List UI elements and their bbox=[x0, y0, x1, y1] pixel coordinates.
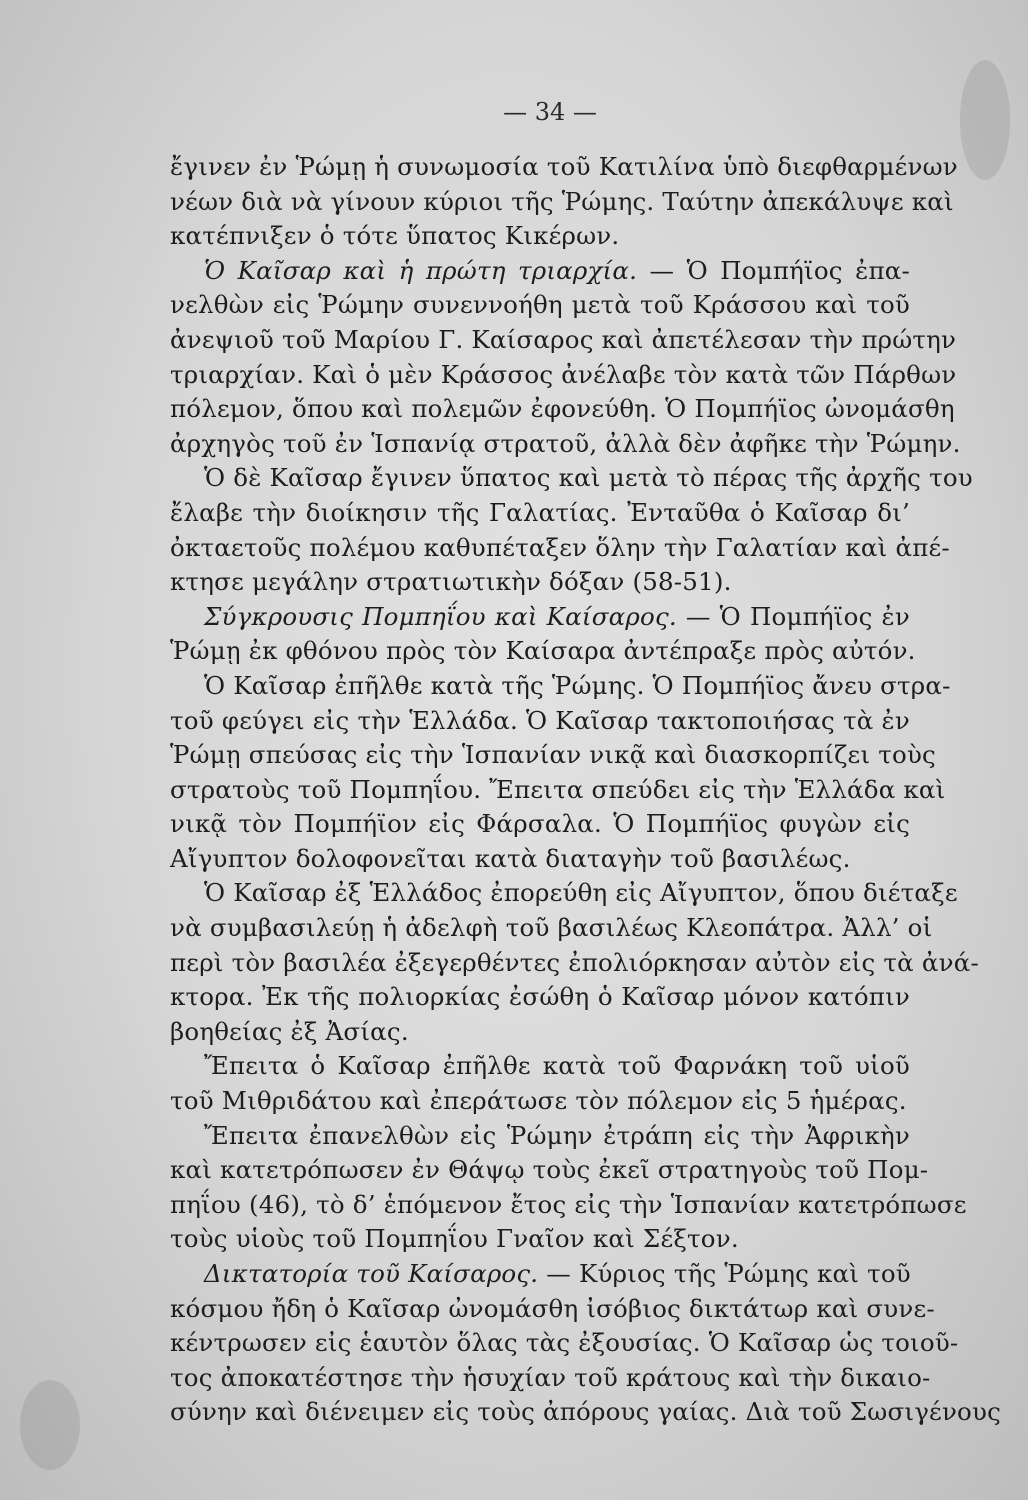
text-run: πόλεμον, ὅπου καὶ πολεμῶν ἐφονεύθη. Ὁ Πομπήϊος ὠνομάσθη bbox=[170, 394, 955, 424]
text-line bbox=[170, 461, 973, 496]
text-line bbox=[170, 323, 957, 358]
text-run: κτορα. Ἐκ τῆς πολιορκίας ἐσώθη ὁ Καῖσαρ μόνον κατόπιν bbox=[170, 982, 910, 1012]
text-run: ἔλαβε τὴν διοίκησιν τῆς Γαλατίας. Ἐνταῦθα ὁ Καῖσαρ δι’ bbox=[170, 497, 910, 527]
text-run: τοῦ φεύγει εἰς τὴν Ἑλλάδα. Ὁ Καῖσαρ τακτοποιήσας τὰ ἐν bbox=[170, 705, 910, 735]
text-run: τριαρχίαν. Καὶ ὁ μὲν Κράσσος ἀνέλαβε τὸν κατὰ τῶν Πάρθων bbox=[170, 359, 957, 389]
text-line bbox=[170, 842, 910, 877]
body-text bbox=[170, 150, 1002, 1430]
text-line bbox=[170, 738, 936, 773]
text-line bbox=[170, 669, 951, 704]
text-run: τοὺς υἱοὺς τοῦ Πομπηΐου Γναῖον καὶ Σέξτον. bbox=[170, 1224, 739, 1254]
text-run: Ὁ Καῖσαρ ἐξ Ἑλλάδος ἐπορεύθη εἰς Αἴγυπτον, ὅπου διέταξε bbox=[204, 878, 958, 908]
text-run: — Κύριος τῆς Ῥώμης καὶ τοῦ bbox=[538, 1259, 911, 1288]
text-run: τος ἀποκατέστησε τὴν ἡσυχίαν τοῦ κράτους καὶ τὴν δικαιο- bbox=[170, 1362, 931, 1392]
text-line bbox=[170, 427, 961, 462]
text-line bbox=[170, 773, 946, 808]
text-run: κατέπνιξεν ὁ τότε ὕπατος Κικέρων. bbox=[170, 221, 620, 251]
text-line bbox=[170, 531, 950, 566]
text-line bbox=[170, 634, 916, 669]
text-run: — Ὁ Πομπήϊος ἐν bbox=[676, 601, 910, 631]
text-line bbox=[170, 496, 910, 531]
text-run: Ῥώμῃ σπεύσας εἰς τὴν Ἱσπανίαν νικᾷ καὶ διασκορπίζει τοὺς bbox=[170, 740, 936, 770]
text-line bbox=[170, 219, 910, 254]
text-run: Ῥώμῃ ἐκ φθόνου πρὸς τὸν Καίσαρα ἀντέπραξε πρὸς αὐτόν. bbox=[170, 636, 916, 666]
text-run: κέντρωσεν εἰς ἑαυτὸν ὅλας τὰς ἐξουσίας. Ὁ Καῖσαρ ὡς τοιοῦ- bbox=[170, 1328, 959, 1358]
text-line bbox=[170, 392, 955, 427]
text-line bbox=[170, 876, 958, 911]
text-line bbox=[170, 1361, 931, 1396]
text-line bbox=[170, 150, 958, 185]
text-line bbox=[170, 185, 954, 220]
text-run: νέων διὰ νὰ γίνουν κύριοι τῆς Ῥώμης. Ταύτην ἀπεκάλυψε καὶ bbox=[170, 186, 954, 216]
text-line bbox=[170, 600, 910, 635]
text-line bbox=[170, 911, 933, 946]
text-line bbox=[170, 1153, 929, 1188]
text-line bbox=[170, 946, 979, 981]
text-line bbox=[170, 1222, 910, 1257]
section-heading: Δικτατορία τοῦ Καίσαρος. bbox=[204, 1259, 539, 1288]
page-number: — 34 — bbox=[503, 98, 597, 126]
text-line bbox=[170, 980, 910, 1015]
text-run: νικᾷ τὸν Πομπήϊον εἰς Φάρσαλα. Ὁ Πομπήϊος φυγὼν εἰς bbox=[170, 809, 910, 839]
text-run: Ἔπειτα ὁ Καῖσαρ ἐπῆλθε κατὰ τοῦ Φαρνάκη τοῦ υἱοῦ bbox=[204, 1051, 910, 1081]
text-line bbox=[170, 565, 910, 600]
text-run: στρατοὺς τοῦ Πομπηΐου. Ἔπειτα σπεύδει εἰς τὴν Ἑλλάδα καὶ bbox=[170, 774, 946, 804]
text-run: κόσμου ἤδη ὁ Καῖσαρ ὠνομάσθη ἰσόβιος δικτάτωρ καὶ συνε- bbox=[170, 1293, 935, 1323]
text-line bbox=[170, 358, 957, 393]
text-run: ἀρχηγὸς τοῦ ἐν Ἱσπανίᾳ στρατοῦ, ἀλλὰ δὲν ἀφῆκε τὴν Ῥώμην. bbox=[170, 428, 961, 458]
text-line bbox=[170, 704, 910, 739]
text-line bbox=[170, 1015, 910, 1050]
text-run: Ὁ δὲ Καῖσαρ ἔγινεν ὕπατος καὶ μετὰ τὸ πέρας τῆς ἀρχῆς του bbox=[204, 463, 973, 493]
text-run: — Ὁ Πομπήϊος ἐπα- bbox=[637, 255, 910, 285]
text-line bbox=[170, 807, 910, 842]
text-run: Ἔπειτα ἐπανελθὼν εἰς Ῥώμην ἐτράπη εἰς τὴν Ἀφρικὴν bbox=[204, 1120, 910, 1150]
text-run: βοηθείας ἐξ Ἀσίας. bbox=[170, 1016, 409, 1046]
text-line bbox=[170, 1257, 910, 1292]
text-run: πηΐου (46), τὸ δ’ ἑπόμενον ἔτος εἰς τὴν Ἱσπανίαν κατετρόπωσε bbox=[170, 1189, 967, 1219]
text-line bbox=[170, 1084, 910, 1119]
text-run: τοῦ Μιθριδάτου καὶ ἐπεράτωσε τὸν πόλεμον εἰς 5 ἡμέρας. bbox=[170, 1086, 907, 1116]
text-line bbox=[170, 1326, 959, 1361]
text-run: Ὁ Καῖσαρ ἐπῆλθε κατὰ τῆς Ῥώμης. Ὁ Πομπήϊος ἄνευ στρα- bbox=[204, 670, 951, 700]
text-run: Αἴγυπτον δολοφονεῖται κατὰ διαταγὴν τοῦ βασιλέως. bbox=[170, 843, 851, 873]
text-run: ὀκταετοῦς πολέμου καθυπέταξεν ὅλην τὴν Γαλατίαν καὶ ἀπέ- bbox=[170, 532, 950, 562]
text-run: καὶ κατετρόπωσεν ἐν Θάψῳ τοὺς ἐκεῖ στρατηγοὺς τοῦ Πομ- bbox=[170, 1155, 929, 1185]
text-line bbox=[170, 254, 910, 289]
text-run: ἔγινεν ἐν Ῥώμῃ ἡ συνωμοσία τοῦ Κατιλίνα ὑπὸ διεφθαρμένων bbox=[170, 152, 958, 181]
text-run: νὰ συμβασιλεύῃ ἡ ἀδελφὴ τοῦ βασιλέως Κλεοπάτρα. Ἀλλ’ οἱ bbox=[170, 913, 933, 943]
text-run: ἀνεψιοῦ τοῦ Μαρίου Γ. Καίσαρος καὶ ἀπετέλεσαν τὴν πρώτην bbox=[170, 324, 957, 354]
paper-stain bbox=[20, 1380, 80, 1470]
text-line bbox=[170, 288, 910, 323]
text-line bbox=[170, 1049, 910, 1084]
text-run: νελθὼν εἰς Ῥώμην συνεννοήθη μετὰ τοῦ Κράσσου καὶ τοῦ bbox=[170, 290, 910, 320]
text-run: περὶ τὸν βασιλέα ἐξεγερθέντες ἐπολιόρκησαν αὐτὸν εἰς τὰ ἀνά- bbox=[170, 947, 979, 977]
section-heading: Σύγκρουσις Πομπηΐου καὶ Καίσαρος. bbox=[204, 601, 677, 631]
text-line bbox=[170, 1395, 1002, 1430]
text-line bbox=[170, 1119, 910, 1154]
text-line bbox=[170, 1188, 967, 1223]
text-run: κτησε μεγάλην στρατιωτικὴν δόξαν (58-51). bbox=[170, 567, 732, 597]
text-line bbox=[170, 1292, 935, 1327]
section-heading: Ὁ Καῖσαρ καὶ ἡ πρώτη τριαρχία. bbox=[204, 255, 638, 285]
text-run: σύνην καὶ διένειμεν εἰς τοὺς ἀπόρους γαίας. Διὰ τοῦ Σωσιγένους bbox=[170, 1397, 1002, 1427]
